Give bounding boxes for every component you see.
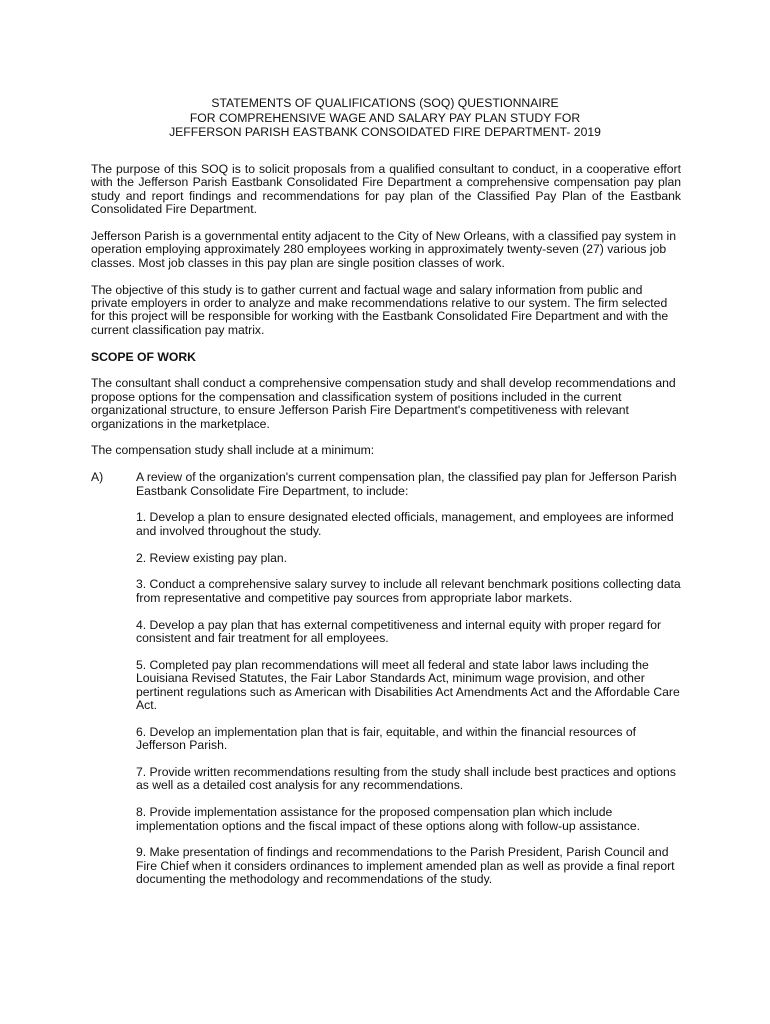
- scope-paragraph: The consultant shall conduct a comprehensive compensation study and shall develop recommendations and propose options for the compensation and classification system of positions included in the current organizational structure, to ensure Jefferson Parish Fire Department's competitiveness with relevant organizations in the marketplace.: [91, 376, 676, 431]
- purpose-paragraph: The purpose of this SOQ is to solicit proposals from a qualified consultant to conduct, in a cooperative effort with the Jefferson Parish Eastbank Consolidated Fire Department a comprehensive compensation pay plan study and report findings and recommendations for pay plan of the Classified Pay Plan of the Eastbank Consolidated Fire Department.: [91, 162, 681, 217]
- parish-paragraph: Jefferson Parish is a governmental entity adjacent to the City of New Orleans, with a classified pay system in operation employing approximately 280 employees working in approximately twenty-seven (27) various job classes. Most job classes in this pay plan are single position classes of work.: [91, 229, 677, 270]
- document-body: [91, 163, 681, 900]
- subitem-3: 3. Conduct a comprehensive salary survey to include all relevant benchmark positions collecting data from representative and competitive pay sources from appropriate labor markets.: [136, 577, 681, 605]
- subitem-1: 1. Develop a plan to ensure designated elected officials, management, and employees are informed and involved throughout the study.: [136, 510, 674, 538]
- subitem-7: 7. Provide written recommendations resulting from the study shall include best practices and options as well as a detailed cost analysis for any recommendations.: [136, 765, 676, 793]
- subitem-9: 9. Make presentation of findings and recommendations to the Parish President, Parish Council and Fire Chief when it considers ordinances to implement amended plan as well as provide a final report documenting the methodology and recommendations of the study.: [136, 845, 675, 887]
- document-title: [0, 96, 770, 140]
- item-a: [91, 471, 681, 886]
- scope-heading: SCOPE OF WORK: [91, 349, 196, 364]
- title-line-1: STATEMENTS OF QUALIFICATIONS (SOQ) QUESTIONNAIRE: [211, 96, 559, 110]
- item-a-text: A review of the organization's current compensation plan, the classified pay plan for Jefferson Parish Eastbank Consolidate Fire Department, to include:: [136, 470, 677, 498]
- minimum-intro: The compensation study shall include at a minimum:: [91, 443, 375, 458]
- subitem-4: 4. Develop a pay plan that has external competitiveness and internal equity with proper regard for consistent and fair treatment for all employees.: [136, 617, 662, 646]
- objective-paragraph: The objective of this study is to gather current and factual wage and salary information from public and private employers in order to analyze and make recommendations relative to our system. The firm selected for this project will be responsible for working with the Eastbank Consolidated Fire Department and with the current classification pay matrix.: [91, 282, 669, 337]
- subitem-2: 2. Review existing pay plan.: [136, 550, 288, 565]
- title-line-3: JEFFERSON PARISH EASTBANK CONSOIDATED FIRE DEPARTMENT- 2019: [169, 125, 601, 140]
- subitem-8: 8. Provide implementation assistance for the proposed compensation plan which include implementation options and the fiscal impact of these options along with follow-up assistance.: [136, 805, 641, 833]
- subitem-5: 5. Completed pay plan recommendations will meet all federal and state labor laws including the Louisiana Revised Statutes, the Fair Labor Standards Act, minimum wage provision, and other pertinent regulations such as American with Disabilities Act Amendments Act and the Affordable Care Act.: [136, 657, 680, 713]
- item-a-label: A): [91, 470, 104, 485]
- subitem-6: 6. Develop an implementation plan that is fair, equitable, and within the financial resources of Jefferson Parish.: [136, 724, 636, 753]
- title-line-2: FOR COMPREHENSIVE WAGE AND SALARY PAY PLAN STUDY FOR: [189, 110, 581, 125]
